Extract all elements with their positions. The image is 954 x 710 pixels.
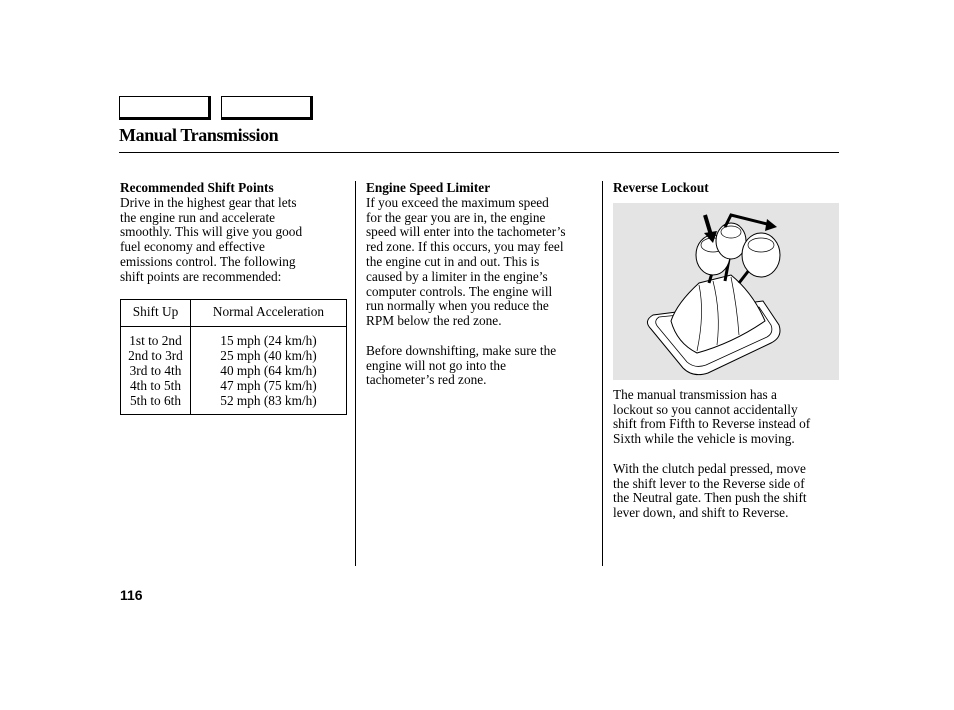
speed-limiter-heading: Engine Speed Limiter	[366, 180, 491, 195]
speed-cell: 15 mph (24 km/h) 25 mph (40 km/h) 40 mph (64 km/h) 47 mph (75 km/h) 52 mph (83 km/h)	[220, 333, 317, 408]
speed-limiter-section	[366, 181, 598, 388]
table-header-row	[121, 299, 347, 327]
shift-up-cell: 1st to 2nd 2nd to 3rd 3rd to 4th 4th to 5th 5th to 6th	[121, 327, 191, 415]
page-number: 116	[120, 587, 143, 603]
speed-limiter-paragraph: Before downshifting, make sure the engine will not go into the tachometer’s red zone.	[366, 342, 557, 388]
reverse-lockout-paragraph: The manual transmission has a lockout so you cannot accidentally shift from Fifth to Reverse instead of Sixth while the vehicle is moving.	[613, 386, 811, 447]
reverse-lockout-paragraph: With the clutch pedal pressed, move the shift lever to the Reverse side of the Neutral gate. Then push the shift lever down, and shift to Reverse.	[613, 460, 807, 521]
reverse-lockout-heading: Reverse Lockout	[613, 180, 709, 195]
column-divider	[602, 181, 603, 566]
shift-points-section	[120, 181, 348, 415]
nav-button-table-of-contents[interactable]	[221, 96, 313, 120]
shift-lever-illustration	[613, 203, 839, 380]
nav-button-main-menu[interactable]	[119, 96, 211, 120]
shift-points-table	[120, 299, 347, 416]
table-row	[121, 327, 347, 415]
speed-limiter-paragraph: If you exceed the maximum speed for the gear you are in, the engine speed will enter into the tachometer’s red zone. If this occurs, you may feel the engine cut in and out. This is caused by a limiter in the engine’s computer controls. The engine will run normally when you reduce the RPM below the red zone.	[366, 194, 566, 329]
page-title: Manual Transmission	[119, 125, 279, 145]
column-header-normal-acceleration: Normal Acceleration	[191, 299, 347, 327]
shift-points-body: Drive in the highest gear that lets the engine run and accelerate smoothly. This will give you good fuel economy and effective emissions control. The following shift points are recommended:	[120, 194, 303, 284]
reverse-lockout-section	[613, 181, 841, 521]
column-divider	[355, 181, 356, 566]
column-header-shift-up: Shift Up	[121, 299, 191, 327]
shift-points-heading: Recommended Shift Points	[120, 180, 274, 195]
title-divider	[119, 152, 839, 153]
